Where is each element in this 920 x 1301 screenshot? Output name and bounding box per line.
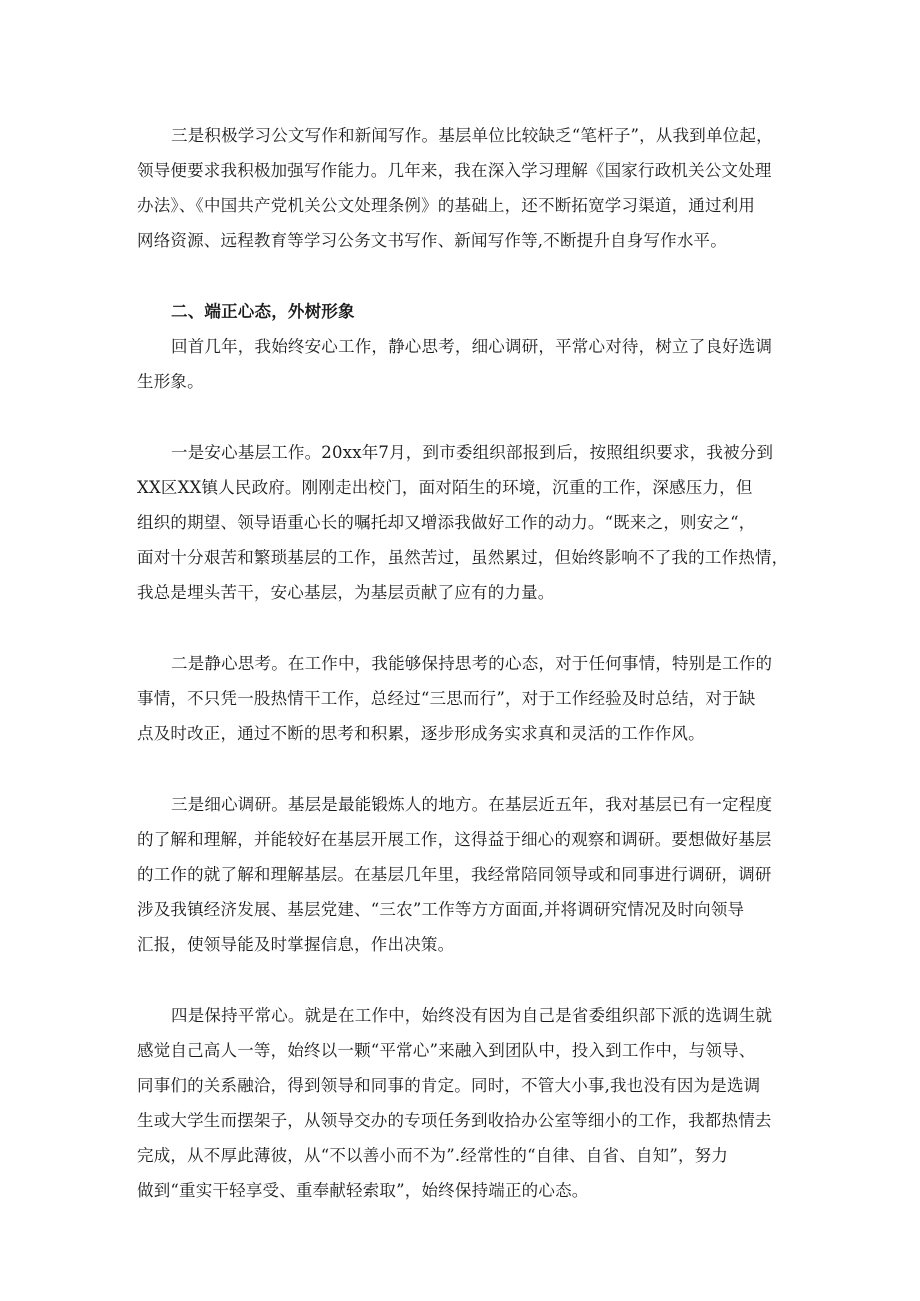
document-page <box>137 118 797 1208</box>
paragraph-ordinary-mind: 四是保持平常心。就是在工作中，始终没有因为自己是省委组织部下派的选调生就 感觉自己高人一等，始终以一颗“平常心”来融入到团队中，投入到工作中，与领导、 同事们的关系融洽，得到领导和同事的肯定。同时，不管大小事,我也没有因为是选调 生或大学生而摆架子，从领导交办的专项任务到收拾办公室等细小的工作，我都热情去 完成，从不厚此薄彼，从“不以善小而不为”.经常性的“自律、自省、自知”，努力 做到“重实干轻享受、重奉献轻索取”，始终保持端正的心态。 <box>137 1006 773 1200</box>
paragraph-settle-grassroots: 一是安心基层工作。20xx年7月，到市委组织部报到后，按照组织要求，我被分到 XX区XX镇人民政府。刚刚走出校门，面对陌生的环境，沉重的工作，深感压力，但 组织的期望、领导语重心长的嘱托却又增添我做好工作的动力。“既来之，则安之“， 面对十分艰苦和繁琐基层的工作，虽然苦过，虽然累过，但始终影响不了我的工作热情， 我总是埋头苦干，安心基层，为基层贡献了应有的力量。 <box>137 443 789 602</box>
paragraph-review: 回首几年，我始终安心工作，静心思考，细心调研，平常心对待，树立了良好选调 生形象。 <box>137 337 773 391</box>
paragraph-careful-research: 三是细心调研。基层是最能锻炼人的地方。在基层近五年，我对基层已有一定程度 的了解和理解，并能较好在基层开展工作，这得益于细心的观察和调研。要想做好基层 的工作的就了解和理解基层。在基层几年里，我经常陪同领导或和同事进行调研，调研 涉及我镇经济发展、基层党建、“三农”工作等方方面面,并将调研究情况及时向领导 汇报，使领导能及时掌握信息，作出决策。 <box>137 795 773 954</box>
paragraph-writing-study: 三是积极学习公文写作和新闻写作。基层单位比较缺乏“笔杆子”，从我到单位起， 领导便要求我积极加强写作能力。几年来，我在深入学习理解《国家行政机关公文处理 办法》、《中国共产党机关公文处理条例》的基础上，还不断拓宽学习渠道，通过利用 网络资源、远程教育等学习公务文书写作、新闻写作等,不断提升自身写作水平。 <box>137 126 773 250</box>
paragraph-quiet-thinking: 二是静心思考。在工作中，我能够保持思考的心态，对于任何事情，特别是工作的 事情，不只凭一股热情干工作，总经过“三思而行”，对于工作经验及时总结，对于缺 点及时改正，通过不断的思考和积累，逐步形成务实求真和灵活的工作作风。 <box>137 654 773 743</box>
section-heading: 二、端正心态，外树形象 <box>171 302 355 321</box>
